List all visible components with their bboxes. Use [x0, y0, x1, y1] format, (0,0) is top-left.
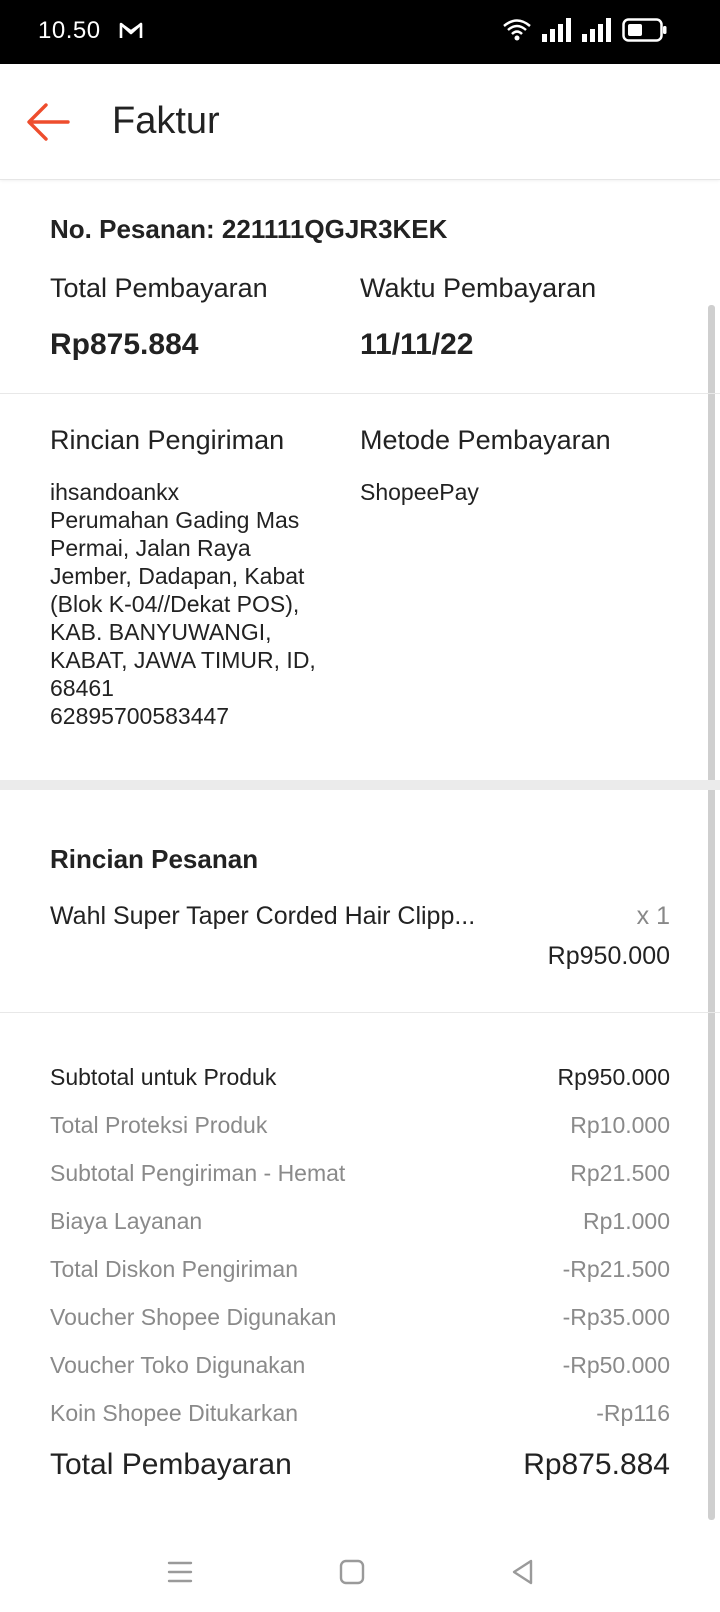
address-line: 62895700583447: [50, 703, 230, 729]
summary-row: [50, 1352, 670, 1379]
divider: [0, 1012, 720, 1013]
wifi-icon: [502, 17, 532, 48]
total-row: [50, 1448, 670, 1482]
summary-label: Biaya Layanan: [50, 1208, 203, 1234]
summary-value: Rp950.000: [557, 1064, 670, 1090]
payment-method-value: ShopeePay: [360, 479, 479, 505]
summary-value: -Rp21.500: [562, 1256, 670, 1282]
summary-label: Total Diskon Pengiriman: [50, 1256, 299, 1282]
status-bar: [0, 0, 720, 64]
signal-icon: [582, 18, 612, 47]
summary-row: [50, 1304, 670, 1331]
summary-label: Subtotal untuk Produk: [50, 1064, 277, 1090]
summary-label: Subtotal Pengiriman - Hemat: [50, 1160, 346, 1186]
summary-value: -Rp50.000: [562, 1352, 670, 1378]
total-payment-value: Rp875.884: [50, 328, 199, 361]
address-line: Jember, Dadapan, Kabat: [50, 563, 305, 589]
navigation-bar: [0, 1530, 720, 1612]
page-title: Faktur: [112, 100, 220, 142]
summary-label: Koin Shopee Ditukarkan: [50, 1400, 299, 1426]
divider: [0, 393, 720, 394]
back-button[interactable]: [22, 96, 74, 148]
summary-value: Rp10.000: [570, 1112, 670, 1138]
summary-row: [50, 1256, 670, 1283]
arrow-left-icon: [22, 96, 74, 148]
total-value: Rp875.884: [523, 1448, 670, 1481]
product-quantity: x 1: [636, 902, 670, 930]
summary-row: [50, 1112, 670, 1139]
order-details-title: Rincian Pesanan: [50, 844, 259, 874]
menu-button[interactable]: [160, 1552, 200, 1592]
back-triangle-icon: [503, 1552, 543, 1592]
summary-row: [50, 1208, 670, 1235]
summary-value: Rp21.500: [570, 1160, 670, 1186]
home-square-icon: [332, 1552, 372, 1592]
scrollbar[interactable]: [708, 305, 715, 1520]
summary-row: [50, 1160, 670, 1187]
gmail-icon: [118, 18, 144, 44]
shipping-details-label: Rincian Pengiriman: [50, 425, 285, 455]
signal-icon: [542, 18, 572, 47]
menu-icon: [160, 1552, 200, 1592]
summary-label: Voucher Shopee Digunakan: [50, 1304, 337, 1330]
total-payment-label: Total Pembayaran: [50, 273, 268, 303]
battery-icon: [622, 18, 668, 47]
summary-row: [50, 1400, 670, 1427]
summary-value: Rp1.000: [583, 1208, 670, 1234]
address-line: Perumahan Gading Mas: [50, 507, 300, 533]
address-line: 68461: [50, 675, 114, 701]
payment-time-label: Waktu Pembayaran: [360, 273, 597, 303]
product-price: Rp950.000: [547, 942, 670, 970]
address-line: ihsandoankx: [50, 479, 180, 505]
home-button[interactable]: [332, 1552, 372, 1592]
summary-label: Voucher Toko Digunakan: [50, 1352, 306, 1378]
order-number: No. Pesanan: 221111QGJR3KEK: [50, 214, 448, 244]
address-line: (Blok K-04//Dekat POS),: [50, 591, 300, 617]
address-line: Permai, Jalan Raya: [50, 535, 251, 561]
summary-label: Total Proteksi Produk: [50, 1112, 268, 1138]
address-line: KAB. BANYUWANGI,: [50, 619, 272, 645]
summary-value: -Rp116: [596, 1400, 670, 1426]
nav-back-button[interactable]: [503, 1552, 543, 1592]
app-bar: [0, 64, 720, 180]
shipping-address: [50, 478, 340, 730]
summary-row: [50, 1064, 670, 1091]
address-line: KABAT, JAWA TIMUR, ID,: [50, 647, 316, 673]
total-label: Total Pembayaran: [50, 1448, 292, 1481]
product-name[interactable]: Wahl Super Taper Corded Hair Clipp...: [50, 902, 476, 930]
summary-value: -Rp35.000: [562, 1304, 670, 1330]
payment-method-label: Metode Pembayaran: [360, 425, 611, 455]
status-icons: [502, 16, 668, 48]
section-divider: [0, 780, 720, 790]
payment-time-value: 11/11/22: [360, 328, 474, 361]
status-time: 10.50: [38, 17, 101, 44]
